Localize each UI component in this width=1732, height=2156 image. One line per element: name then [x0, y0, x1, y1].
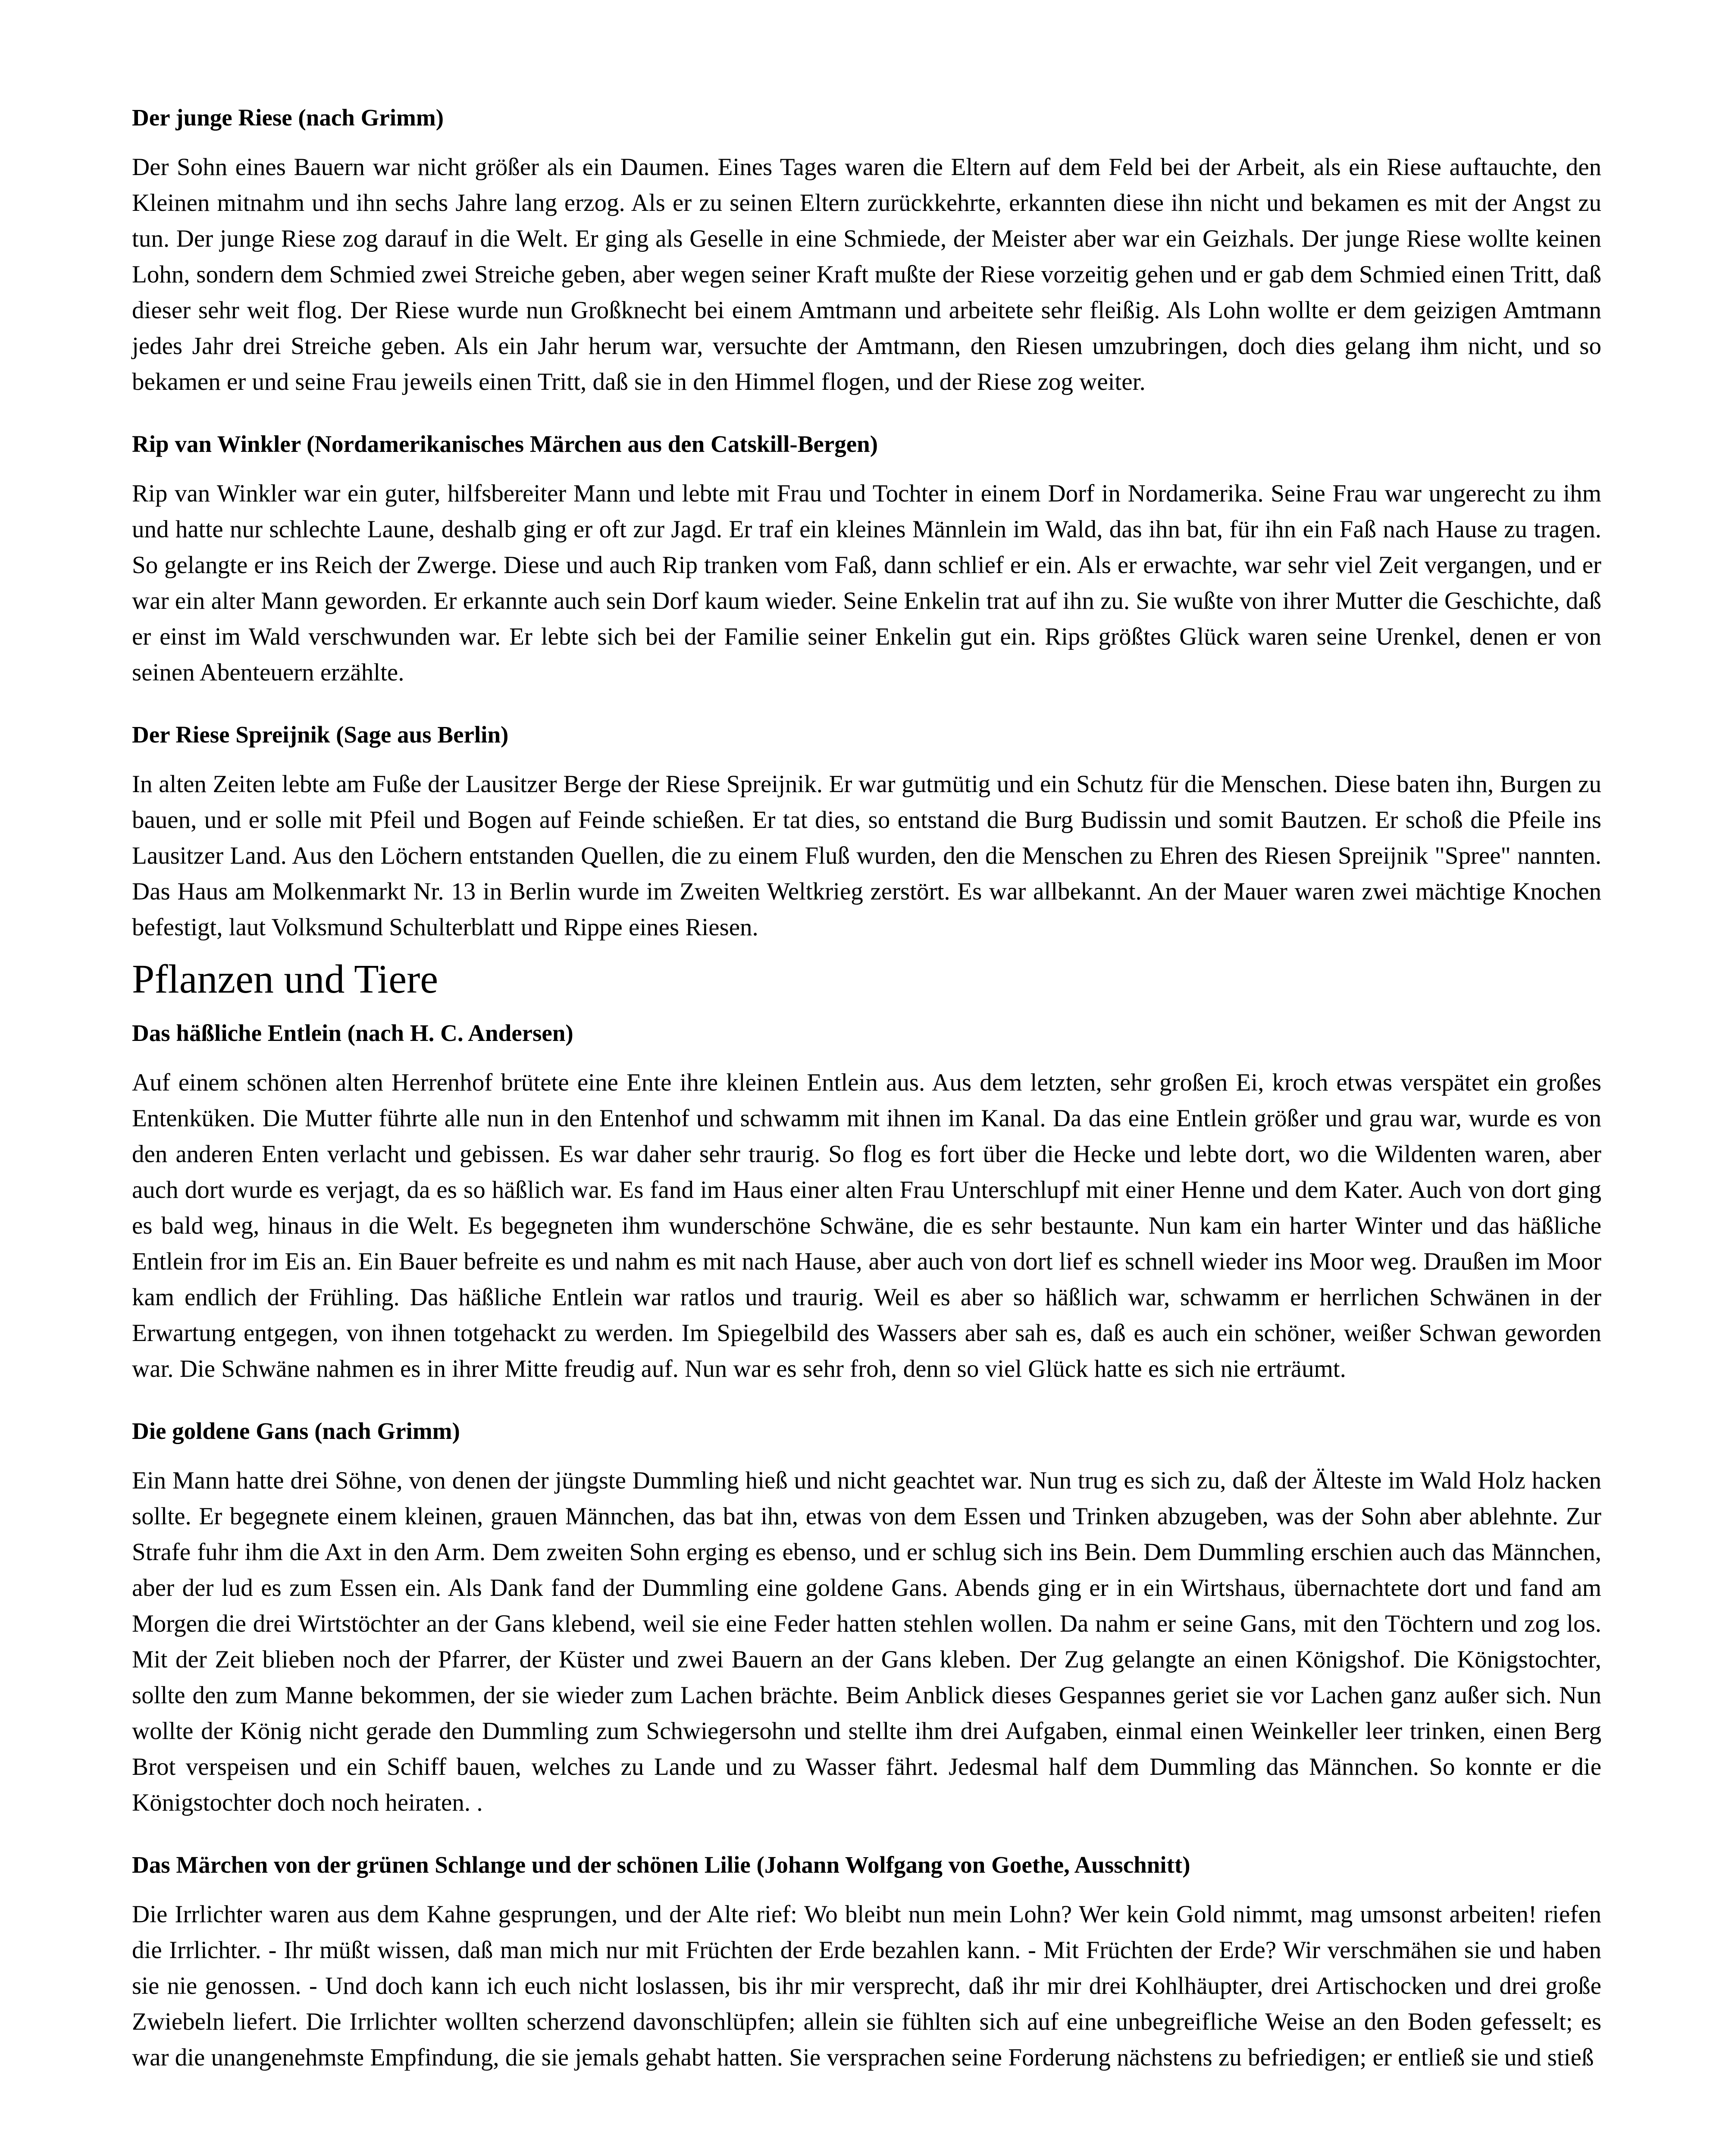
story-text: Rip van Winkler war ein guter, hilfsbereiter Mann und lebte mit Frau und Tochter in einem Dorf in Nordamerika. Seine Frau war ungerecht zu ihm und hatte nur schlechte Laune, deshalb ging er oft zur Jagd. Er traf ein kleines Männlein im Wald, das ihn bat, für ihn ein Faß nach Hause zu tragen. So gelangte er ins Reich der Zwerge. Diese und auch Rip tranken vom Faß, dann schlief er ein. Als er erwachte, war sehr viel Zeit vergangen, und er war ein alter Mann geworden. Er erkannte auch sein Dorf kaum wieder. Seine Enkelin trat auf ihn zu. Sie wußte von ihrer Mutter die Geschichte, daß er einst im Wald verschwunden war. Er lebte sich bei der Familie seiner Enkelin gut ein. Rips größtes Glück waren seine Urenkel, denen er von seinen Abenteuern erzählte. [132, 480, 1601, 686]
story-text: Die Irrlichter waren aus dem Kahne gesprungen, und der Alte rief: Wo bleibt nun mein Lohn? Wer kein Gold nimmt, mag umsonst arbeiten! riefen die Irrlichter. - Ihr müßt wissen, daß man mich nur mit Früchten der Erde bezahlen kann. - Mit Früchten der Erde? Wir verschmähen sie und haben sie nie genossen. - Und doch kann ich euch nicht loslassen, bis ihr mir versprecht, daß ihr mir drei Kohlhäupter, drei Artischocken und drei große Zwiebeln liefert. Die Irrlichter wollten scherzend davonschlüpfen; allein sie fühlten sich auf eine unbegreifliche Weise an den Boden gefesselt; es war die unangenehmste Empfindung, die sie jemals gehabt hatten. Sie versprachen seine Forderung nächstens zu befriedigen; er entließ sie und stieß [132, 1901, 1601, 2071]
story-text: In alten Zeiten lebte am Fuße der Lausitzer Berge der Riese Spreijnik. Er war gutmütig und ein Schutz für die Menschen. Diese baten ihn, Burgen zu bauen, und er solle mit Pfeil und Bogen auf Feinde schießen. Er tat dies, so entstand die Burg Budissin und somit Bautzen. Er schoß die Pfeile ins Lausitzer Land. Aus den Löchern entstanden Quellen, die zu einem Fluß wurden, den die Menschen zu Ehren des Riesen Spreijnik "Spree" nannten. Das Haus am Molkenmarkt Nr. 13 in Berlin wurde im Zweiten Weltkrieg zerstört. Es war allbekannt. An der Mauer waren zwei mächtige Knochen befestigt, laut Volksmund Schulterblatt und Rippe eines Riesen. [132, 771, 1601, 941]
story-die-goldene-gans [132, 1417, 1601, 1821]
story-das-haessliche-entlein [132, 1019, 1601, 1387]
story-title: Rip van Winkler (Nordamerikanisches Märchen aus den Catskill-Bergen) [132, 431, 878, 457]
story-der-riese-spreijnik [132, 721, 1601, 945]
story-title: Das häßliche Entlein (nach H. C. Andersen) [132, 1020, 573, 1047]
story-der-junge-riese [132, 103, 1601, 400]
story-title: Das Märchen von der grünen Schlange und der schönen Lilie (Johann Wolfgang von Goethe, Ausschnitt) [132, 1852, 1190, 1878]
document-page [132, 103, 1601, 2075]
story-gruene-schlange [132, 1851, 1601, 2075]
story-text: Auf einem schönen alten Herrenhof brütete eine Ente ihre kleinen Entlein aus. Aus dem letzten, sehr großen Ei, kroch etwas verspätet ein großes Entenküken. Die Mutter führte alle nun in den Entenhof und schwamm mit ihnen im Kanal. Da das eine Entlein größer und grau war, wurde es von den anderen Enten verlacht und gebissen. Es war daher sehr traurig. So flog es fort über die Hecke und lebte dort, wo die Wildenten waren, aber auch dort wurde es verjagt, da es so häßlich war. Es fand im Haus einer alten Frau Unterschlupf mit einer Henne und dem Kater. Auch von dort ging es bald weg, hinaus in die Welt. Es begegneten ihm wunderschöne Schwäne, die es sehr bestaunte. Nun kam ein harter Winter und das häßliche Entlein fror im Eis an. Ein Bauer befreite es und nahm es mit nach Hause, aber auch von dort lief es schnell wieder ins Moor weg. Draußen im Moor kam endlich der Frühling. Das häßliche Entlein war ratlos und traurig. Weil es aber so häßlich war, schwamm er herrlichen Schwänen in der Erwartung entgegen, von ihnen totgehackt zu werden. Im Spiegelbild des Wassers aber sah es, daß es auch ein schöner, weißer Schwan geworden war. Die Schwäne nahmen es in ihrer Mitte freudig auf. Nun war es sehr froh, denn so viel Glück hatte es sich nie erträumt. [132, 1069, 1601, 1383]
story-title: Der Riese Spreijnik (Sage aus Berlin) [132, 721, 509, 748]
section-heading: Pflanzen und Tiere [132, 957, 438, 1002]
story-text: Der Sohn eines Bauern war nicht größer als ein Daumen. Eines Tages waren die Eltern auf dem Feld bei der Arbeit, als ein Riese auftauchte, den Kleinen mitnahm und ihn sechs Jahre lang erzog. Als er zu seinen Eltern zurückkehrte, erkannten diese ihn nicht und bekamen es mit der Angst zu tun. Der junge Riese zog darauf in die Welt. Er ging als Geselle in eine Schmiede, der Meister aber war ein Geizhals. Der junge Riese wollte keinen Lohn, sondern dem Schmied zwei Streiche geben, aber wegen seiner Kraft mußte der Riese vorzeitig gehen und er gab dem Schmied einen Tritt, daß dieser sehr weit flog. Der Riese wurde nun Großknecht bei einem Amtmann und arbeitete sehr fleißig. Als Lohn wollte er dem geizigen Amtmann jedes Jahr drei Streiche geben. Als ein Jahr herum war, versuchte der Amtmann, den Riesen umzubringen, doch dies gelang ihm nicht, und so bekamen er und seine Frau jeweils einen Tritt, daß sie in den Himmel flogen, und der Riese zog weiter. [132, 154, 1601, 395]
story-title: Der junge Riese (nach Grimm) [132, 104, 444, 131]
story-text: Ein Mann hatte drei Söhne, von denen der jüngste Dummling hieß und nicht geachtet war. Nun trug es sich zu, daß der Älteste im Wald Holz hacken sollte. Er begegnete einem kleinen, grauen Männchen, das bat ihn, etwas von dem Essen und Trinken abzugeben, was der Sohn aber ablehnte. Zur Strafe fuhr ihm die Axt in den Arm. Dem zweiten Sohn erging es ebenso, und er schlug sich ins Bein. Dem Dummling erschien auch das Männchen, aber der lud es zum Essen ein. Als Dank fand der Dummling eine goldene Gans. Abends ging er in ein Wirtshaus, übernachtete dort und fand am Morgen die drei Wirtstöchter an der Gans klebend, weil sie eine Feder hatten stehlen wollen. Da nahm er seine Gans, mit den Töchtern und zog los. Mit der Zeit blieben noch der Pfarrer, der Küster und zwei Bauern an der Gans kleben. Der Zug gelangte an einen Königshof. Die Königstochter, sollte den zum Manne bekommen, der sie wieder zum Lachen brächte. Beim Anblick dieses Gespannes geriet sie vor Lachen ganz außer sich. Nun wollte der König nicht gerade den Dummling zum Schwiegersohn und stellte ihm drei Aufgaben, einmal einen Weinkeller leer trinken, einen Berg Brot verspeisen und ein Schiff bauen, welches zu Lande und zu Wasser fährt. Jedesmal half dem Dummling das Männchen. So konnte er die Königstochter doch noch heiraten. . [132, 1467, 1601, 1817]
story-rip-van-winkler [132, 430, 1601, 690]
story-title: Die goldene Gans (nach Grimm) [132, 1418, 460, 1445]
